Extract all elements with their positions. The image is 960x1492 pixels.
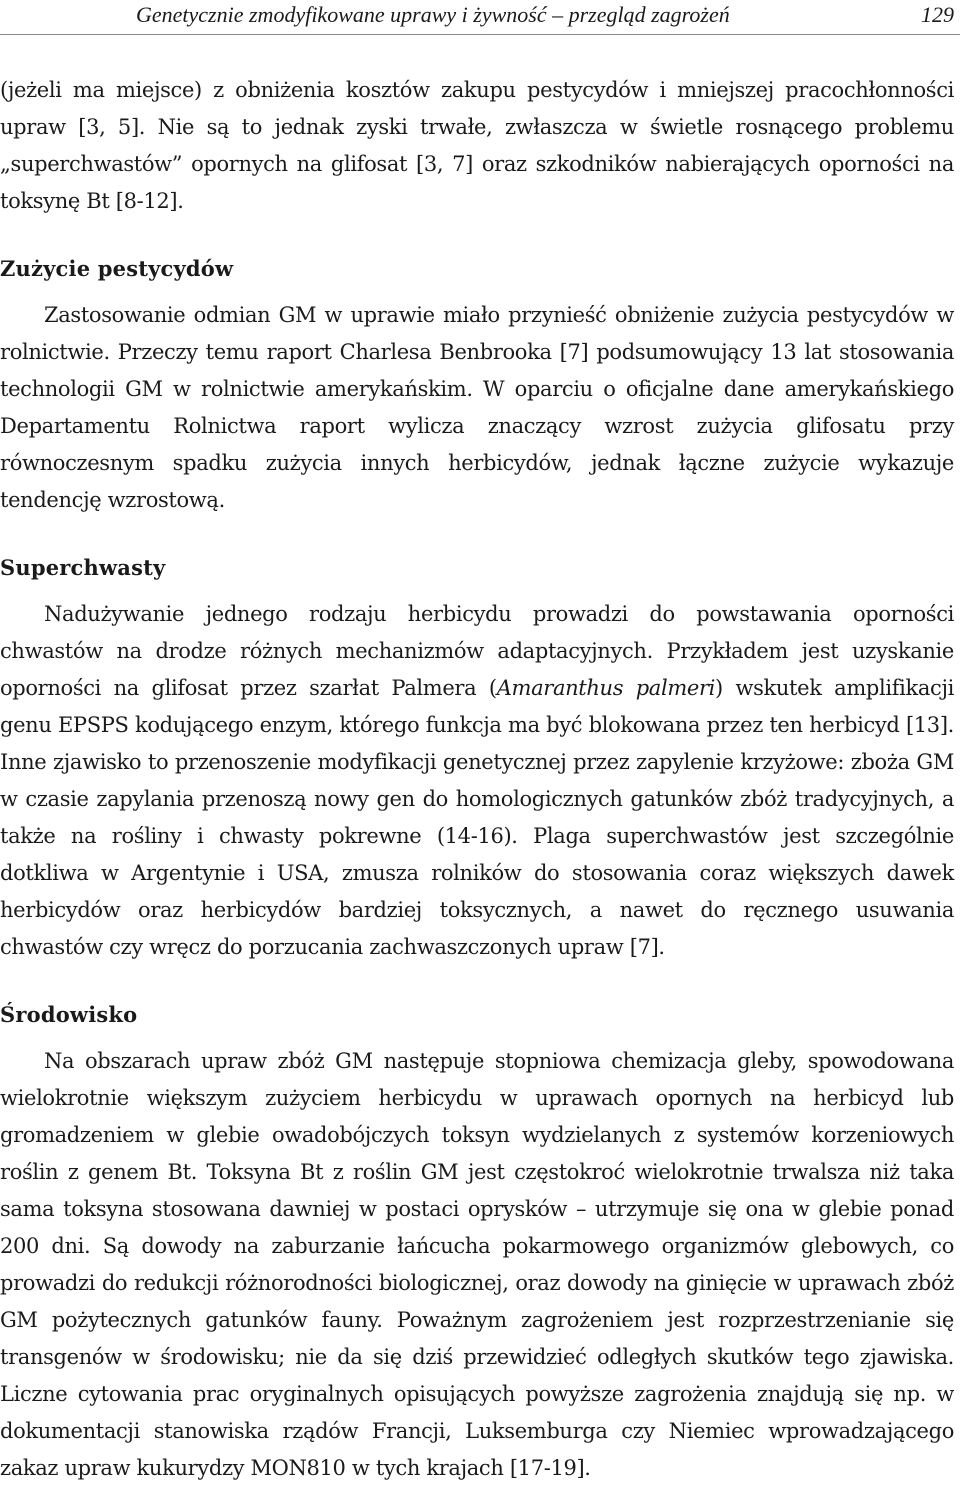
species-name: Amaranthus palmeri [496,676,716,700]
environment-paragraph: Na obszarach upraw zbóż GM następuje stopniowa chemizacja gleby, spowodowana wielokrotnie większym zużyciem herbicydu w uprawach opornych na herbicyd lub gromadzeniem w glebie owadobójczych toksyn wydzielanych z systemów korzeniowych roślin z genem Bt. Toksyna Bt z roślin GM jest częstokroć wielokrotnie trwalsza niż taka sama toksyna stosowana dawniej w postaci oprysków – utrzymuje się ona w glebie ponad 200 dni. Są dowody na zaburzanie łańcucha pokarmowego organizmów glebowych, co prowadzi do redukcji różnorodności biologicznej, oraz dowody na ginięcie w uprawach zbóż GM pożytecznych gatunków fauny. Poważnym zagrożeniem jest rozprzestrzenianie się transgenów w środowisku; nie da się dziś przewidzieć odległych skutków tego zjawiska. Liczne cytowania prac oryginalnych opisujących powyższe zagrożenia znajdują się np. w dokumentacji stanowiska rządów Francji, Luksemburga czy Niemiec wprowadzającego zakaz upraw kukurydzy MON810 w tych krajach [17-19]. [0,1049,954,1480]
running-title: Genetycznie zmodyfikowane uprawy i żywność – przegląd zagrożeń [136,2,730,27]
section-heading-superweeds: Superchwasty [0,555,166,580]
article-body [0,72,954,1487]
intro-paragraph: (jeżeli ma miejsce) z obniżenia kosztów zakupu pestycydów i mniejszej pracochłonności upraw [3, 5]. Nie są to jednak zyski trwałe, zwłaszcza w świetle rosnącego problemu „superchwastów” opornych na glifosat [3, 7] oraz szkodników nabierających oporności na toksynę Bt [8-12]. [0,78,954,213]
superweeds-text-part-1: Nadużywanie jednego rodzaju herbicydu prowadzi do powstawania oporności chwastów na drodze różnych mechanizmów adaptacyjnych. Przykładem jest uzyskanie oporności na glifosat przez szarłat Palmera ( [0,602,954,700]
page-header [0,0,960,35]
page-number: 129 [921,2,954,27]
section-heading-pesticides: Zużycie pestycydów [0,256,234,281]
superweeds-paragraph [0,596,954,966]
pesticides-paragraph: Zastosowanie odmian GM w uprawie miało przynieść obniżenie zużycia pestycydów w rolnictwie. Przeczy temu raport Charlesa Benbrooka [7] podsumowujący 13 lat stosowania technologii GM w rolnictwie amerykańskim. W oparciu o oficjalne dane amerykańskiego Departamentu Rolnictwa raport wylicza znaczący wzrost zużycia glifosatu przy równoczesnym spadku zużycia innych herbicydów, jednak łączne zużycie wykazuje tendencję wzrostową. [0,303,954,512]
section-heading-environment: Środowisko [0,1002,138,1027]
superweeds-text-part-2: ) wskutek amplifikacji genu EPSPS kodującego enzym, którego funkcja ma być blokowana przez ten herbicyd [13]. Inne zjawisko to przenoszenie modyfikacji genetycznej przez zapylenie krzyżowe: zboża GM w czasie zapylania przenoszą nowy gen do homologicznych gatunków zbóż tradycyjnych, a także na rośliny i chwasty pokrewne (14-16). Plaga superchwastów jest szczególnie dotkliwa w Argentynie i USA, zmusza rolników do stosowania coraz większych dawek herbicydów oraz herbicydów bardziej toksycznych, a nawet do ręcznego usuwania chwastów czy wręcz do porzucania zachwaszczonych upraw [7]. [0,676,954,959]
